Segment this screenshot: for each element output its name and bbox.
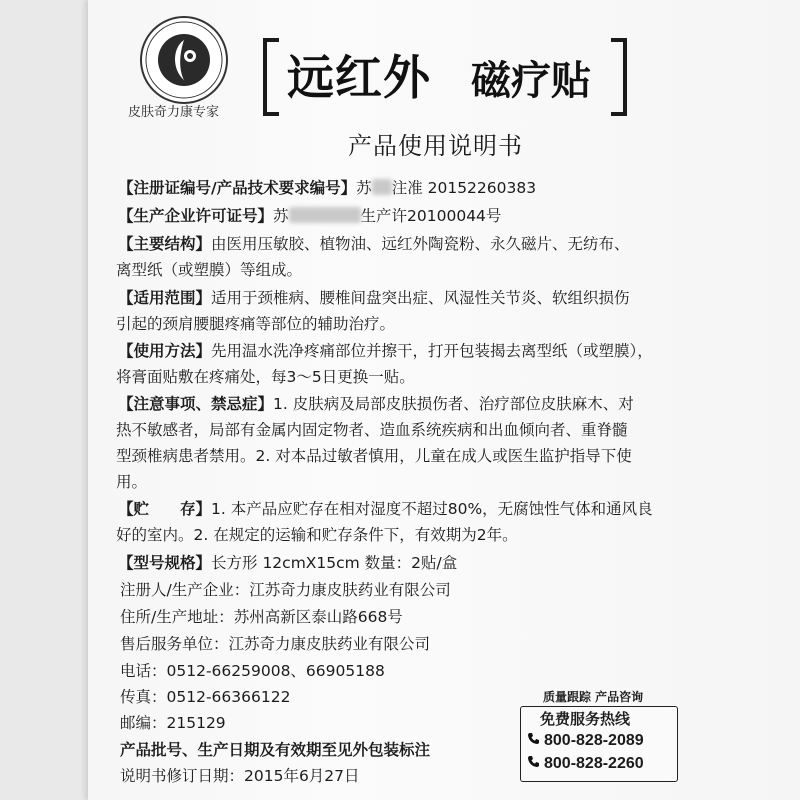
redacted-mark: [289, 207, 361, 223]
usage-line: [118, 338, 653, 364]
hotline-phone-2[interactable]: [527, 755, 644, 773]
usage-line-cont: 将膏面贴敷在疼痛处，每3～5日更换一贴。: [116, 368, 415, 386]
field-value: 生产许20100044号: [360, 207, 502, 225]
field-label: 【型号规格】: [118, 554, 212, 572]
hotline-phone-1[interactable]: [527, 732, 644, 750]
field-value: 苏: [356, 179, 372, 197]
product-title-sub: 磁疗贴: [471, 58, 591, 104]
field-value: 1. 皮肤病及局部皮肤损伤者、治疗部位皮肤麻木、对: [273, 395, 634, 413]
hotline-caption: 质量跟踪 产品咨询: [543, 690, 644, 704]
precautions-line: [118, 391, 634, 417]
scope-line-cont: 引起的颈肩腰腿疼痛等部位的辅助治疗。: [116, 315, 396, 333]
storage-line: [118, 496, 653, 522]
phone-icon: [527, 755, 540, 773]
structure-line: [118, 231, 630, 257]
field-value: 1. 本产品应贮存在相对湿度不超过80%，无腐蚀性气体和通风良: [211, 500, 653, 518]
service-unit-line: 售后服务单位：江苏奇力康皮肤药业有限公司: [120, 635, 431, 653]
field-label: 【生产企业许可证号】: [118, 207, 274, 225]
hotline-title: 免费服务热线: [540, 710, 631, 728]
scope-line: [118, 285, 630, 311]
phone-number: 800-828-2089: [544, 732, 644, 749]
phone-icon: [527, 732, 540, 750]
logo-ring-icon: [142, 18, 226, 102]
title-bracket-right: [611, 38, 627, 116]
brand-slogan: 皮肤奇力康专家: [128, 105, 220, 120]
postcode-line: 邮编：215129: [120, 714, 226, 732]
storage-line-cont: 好的室内。2. 在规定的运输和贮存条件下，有效期为2年。: [116, 526, 518, 544]
phone-number: 800-828-2260: [544, 755, 644, 772]
field-label: 【使用方法】: [118, 342, 212, 360]
phone-line: 电话：0512-66259008、66905188: [120, 662, 385, 680]
structure-line-cont: 离型纸（或塑膜）等组成。: [116, 261, 303, 279]
registrant-line: 注册人/生产企业：江苏奇力康皮肤药业有限公司: [120, 581, 451, 599]
precautions-line-cont: 热不敏感者，局部有金属内固定物者、造血系统疾病和出血倾向者、重脊髓: [116, 421, 628, 439]
field-value: 由医用压敏胶、植物油、远红外陶瓷粉、永久磁片、无纺布、: [211, 235, 630, 253]
product-title: 远红外: [287, 51, 431, 106]
title-bracket-left: [263, 38, 279, 116]
document-subtitle: 产品使用说明书: [348, 132, 523, 160]
field-value: 先用温水洗净疼痛部位并擦干，打开包装揭去离型纸（或塑膜），: [211, 342, 653, 360]
precautions-line-cont: 用。: [116, 473, 148, 491]
license-number-line: [118, 203, 501, 229]
field-label: 【注意事项、禁忌症】: [118, 395, 274, 413]
field-value: 苏: [273, 207, 289, 225]
redacted-mark: [372, 179, 392, 195]
field-label: 【贮 存】: [118, 500, 212, 518]
field-value: 注准 20152260383: [391, 179, 537, 197]
field-label: 【注册证编号/产品技术要求编号】: [118, 179, 357, 197]
precautions-line-cont: 型颈椎病患者禁用。2. 对本品过敏者慎用，儿童在成人或医生监护指导下使: [116, 447, 632, 465]
revision-date-line: 说明书修订日期：2015年6月27日: [120, 767, 360, 785]
fax-line: 传真：0512-66366122: [120, 688, 291, 706]
field-label: 【主要结构】: [118, 235, 212, 253]
field-value: 适用于颈椎病、腰椎间盘突出症、风湿性关节炎、软组织损伤: [211, 289, 630, 307]
field-label: 【适用范围】: [118, 289, 212, 307]
address-line: 住所/生产地址：苏州高新区泰山路668号: [120, 608, 403, 626]
field-value: 长方形 12cmX15cm 数量：2贴/盒: [211, 554, 458, 572]
registration-number-line: [118, 175, 536, 201]
brand-logo: [140, 16, 228, 104]
batch-note-line: 产品批号、生产日期及有效期至见外包装标注: [120, 741, 431, 759]
spec-line: [118, 550, 457, 576]
